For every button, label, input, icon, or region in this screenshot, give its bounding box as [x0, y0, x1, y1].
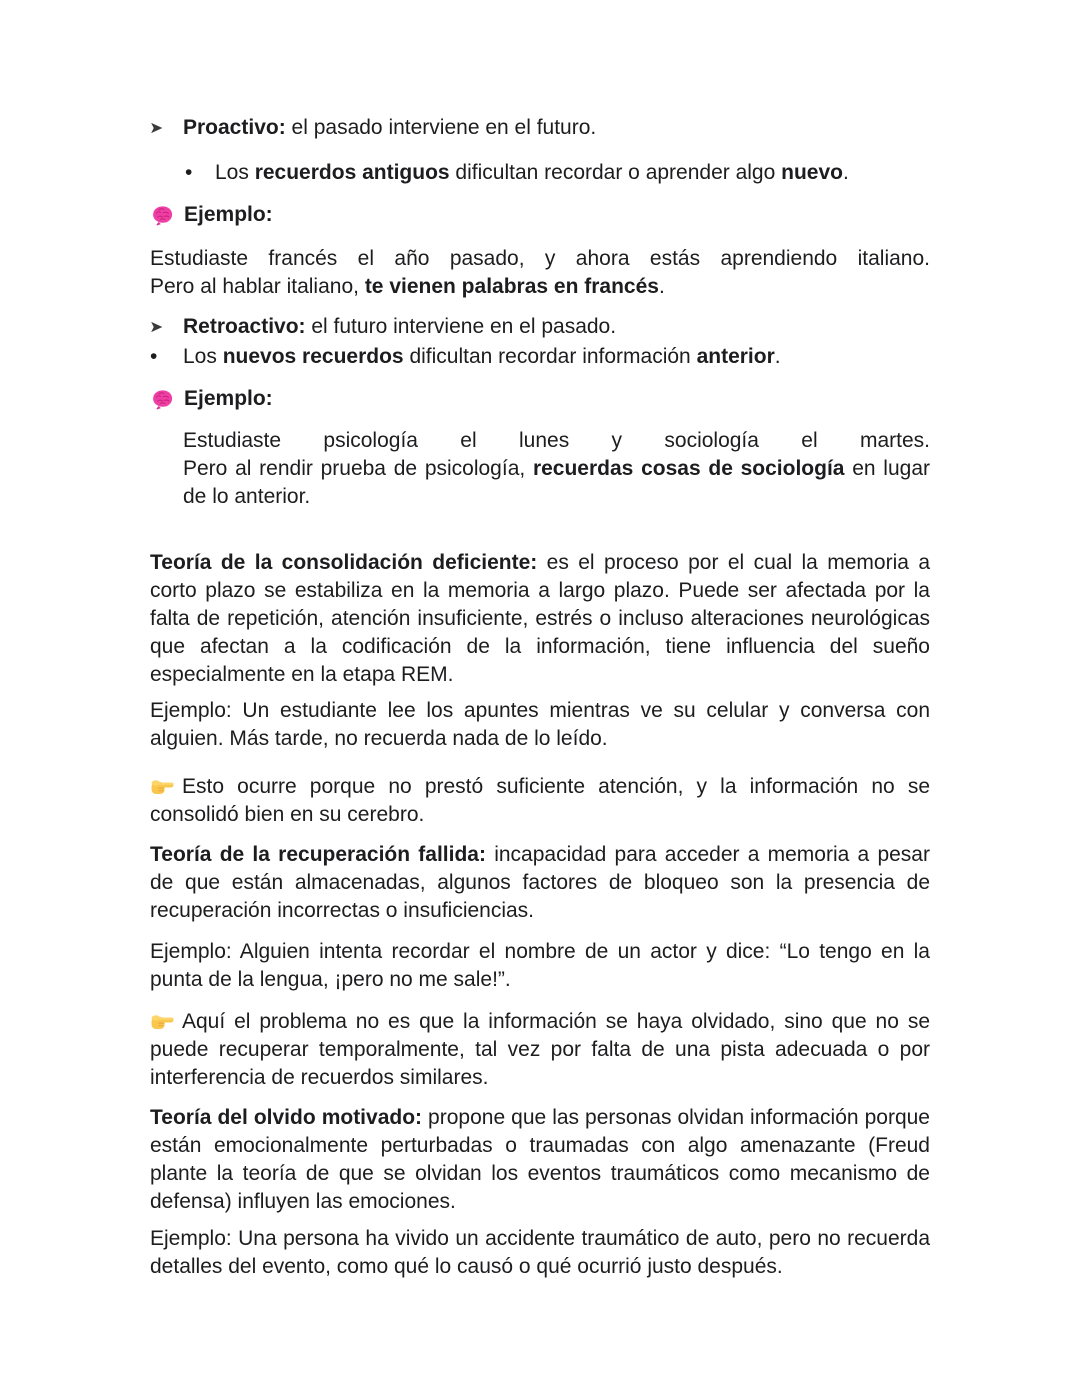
list-subitem-nuevos-recuerdos [150, 343, 930, 371]
paragraph-nota-consolidacion [150, 773, 930, 829]
example-heading-label: Ejemplo: [184, 387, 273, 410]
list-item-text: Proactivo: el pasado interviene en el futuro. [183, 116, 597, 139]
nota-text: Aquí el problema no es que la información se haya olvidado, sino que no se puede recuperar temporalmente, tal vez por falta de una pista adecuada o por interferencia de recuerdos similares. [150, 1010, 930, 1089]
list-subitem-recuerdos-antiguos [150, 159, 930, 187]
example-heading-1 [150, 201, 930, 229]
brain-icon [150, 203, 175, 228]
example-line: Estudiaste francés el año pasado, y ahora estás aprendiendo italiano. [150, 247, 930, 270]
example-heading-2 [150, 385, 930, 413]
paragraph-teoria-consolidacion: Teoría de la consolidación deficiente: es el proceso por el cual la memoria a corto plazo se estabiliza en la memoria a largo plazo. Puede ser afectada por la falta de repetición, atención insuficiente, estrés o incluso alteraciones neurológicas que afectan a la codificación de la información, tiene influencia del sueño especialmente en la etapa REM. [150, 551, 931, 686]
list-item-text: Retroactivo: el futuro interviene en el pasado. [183, 315, 617, 338]
pointing-finger-icon [150, 1008, 175, 1033]
example-heading-label: Ejemplo: [184, 203, 273, 226]
dot-bullet: • [185, 161, 193, 184]
arrow-bullet-icon [150, 114, 180, 142]
list-item-proactivo [150, 114, 930, 142]
example-line: Estudiaste psicología el lunes y sociología el martes. [183, 429, 930, 452]
paragraph-nota-recuperacion [150, 1008, 930, 1092]
list-subitem-text: Los nuevos recuerdos dificultan recordar información anterior. [183, 345, 781, 368]
brain-icon [150, 387, 175, 412]
example-paragraph-psicologia-sociologia [183, 427, 930, 511]
nota-text: Esto ocurre porque no prestó suficiente atención, y la información no se consolidó bien en su cerebro. [150, 775, 930, 826]
paragraph-teoria-olvido: Teoría del olvido motivado: propone que las personas olvidan información porque están emocionalmente perturbadas o traumadas con algo amenazante (Freud plante la teoría de que se olvidan los eventos traumáticos como mecanismo de defensa) influyen las emociones. [150, 1106, 930, 1213]
example-paragraph-frances-italiano [150, 245, 930, 301]
paragraph-teoria-recuperacion: Teoría de la recuperación fallida: incapacidad para acceder a memoria a pesar de que están almacenadas, algunos factores de bloqueo son la presencia de recuperación incorrectas o insuficiencias. [150, 843, 930, 922]
arrow-bullet-icon [150, 313, 180, 341]
list-item-retroactivo [150, 313, 930, 341]
dot-bullet: • [150, 345, 158, 368]
list-subitem-text: Los recuerdos antiguos dificultan recordar o aprender algo nuevo. [215, 161, 849, 184]
paragraph-ejemplo-consolidacion: Ejemplo: Un estudiante lee los apuntes mientras ve su celular y conversa con alguien. Más tarde, no recuerda nada de lo leído. [150, 699, 930, 750]
example-line: Pero al hablar italiano, te vienen palabras en francés. [150, 275, 665, 298]
paragraph-ejemplo-recuperacion: Ejemplo: Alguien intenta recordar el nombre de un actor y dice: “Lo tengo en la punta de la lengua, ¡pero no me sale!”. [150, 940, 930, 991]
paragraph-ejemplo-olvido: Ejemplo: Una persona ha vivido un accidente traumático de auto, pero no recuerda detalles del evento, como qué lo causó o qué ocurrió justo después. [150, 1227, 930, 1278]
pointing-finger-icon [150, 773, 175, 798]
example-line: Pero al rendir prueba de psicología, recuerdas cosas de sociología en lugar de lo anterior. [183, 457, 930, 508]
